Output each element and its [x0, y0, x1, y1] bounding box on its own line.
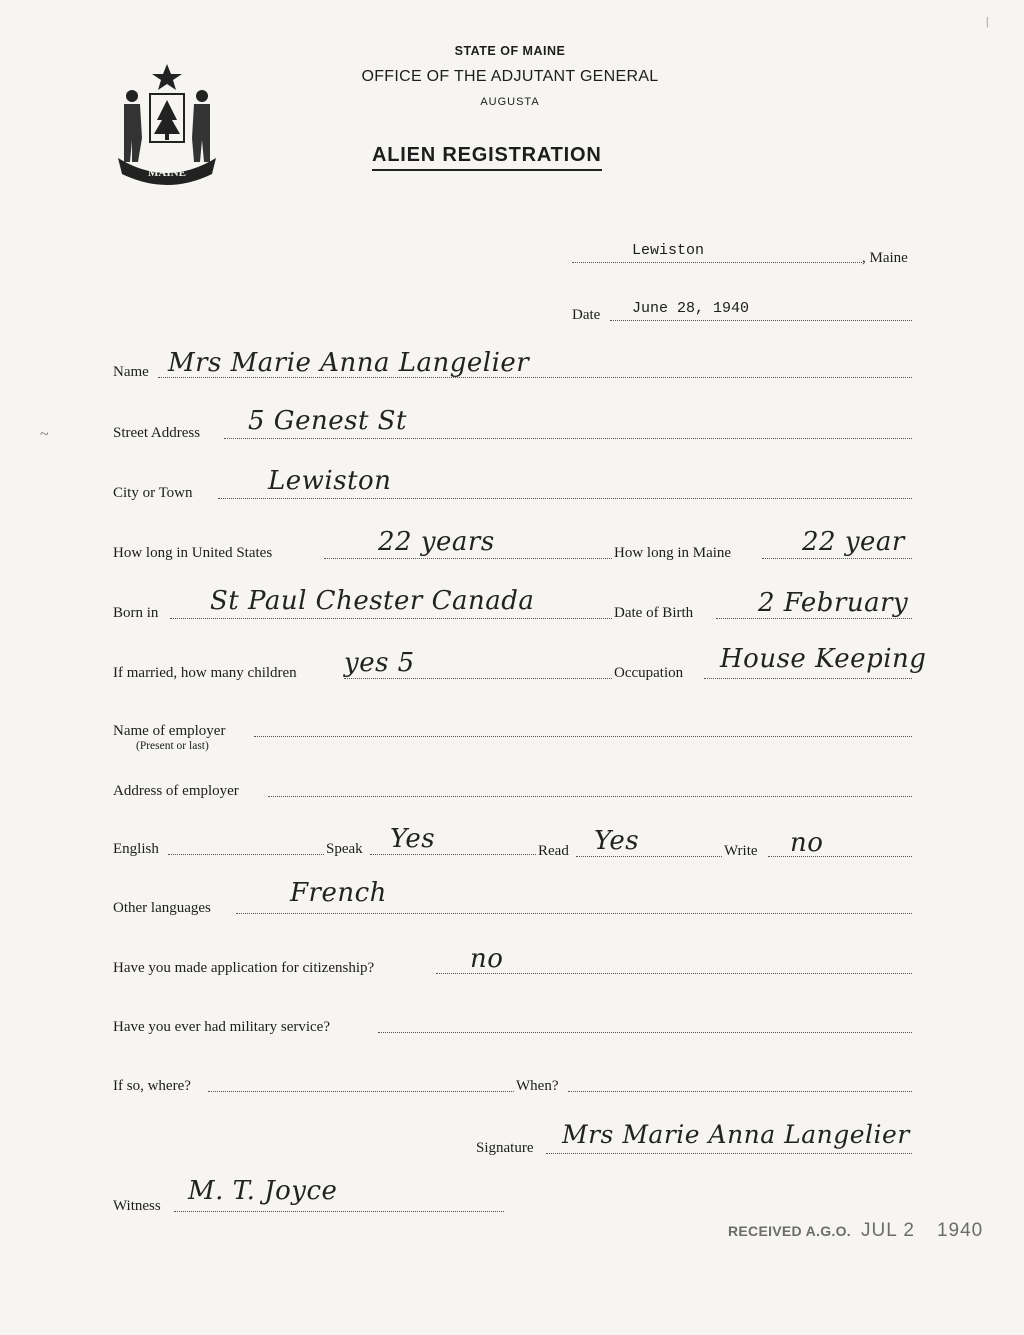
- english-label: English: [113, 841, 159, 857]
- name-label: Name: [113, 364, 149, 380]
- city-heading: AUGUSTA: [480, 96, 540, 108]
- english-line: [168, 854, 324, 855]
- speak-line: [370, 854, 536, 855]
- signature-label: Signature: [476, 1140, 534, 1156]
- scan-speck: |: [986, 14, 989, 28]
- street-label: Street Address: [113, 425, 201, 441]
- received-stamp-date: JUL 2: [861, 1220, 915, 1241]
- received-stamp: [728, 1220, 983, 1242]
- read-label: Read: [538, 843, 569, 859]
- other-languages-value: French: [290, 878, 387, 908]
- signature-value: Mrs Marie Anna Langelier: [562, 1120, 910, 1149]
- how-long-us-value: 22 years: [378, 527, 495, 557]
- where-label: If so, where?: [113, 1078, 191, 1094]
- date-value: June 28, 1940: [632, 300, 750, 317]
- other-languages-line: [236, 913, 912, 914]
- employer-address-line: [268, 796, 912, 797]
- citizenship-value: no: [470, 944, 504, 974]
- name-value: Mrs Marie Anna Langelier: [168, 348, 530, 378]
- date-label: Date: [572, 307, 601, 323]
- citizenship-line: [436, 973, 912, 974]
- street-value: 5 Genest St: [248, 406, 407, 436]
- occupation-label: Occupation: [614, 665, 684, 681]
- scan-speck: ~: [40, 426, 49, 443]
- write-label: Write: [724, 843, 758, 859]
- read-value: Yes: [594, 826, 640, 856]
- date-of-birth-value: 2 February: [758, 588, 909, 618]
- employer-sublabel: (Present or last): [136, 740, 209, 752]
- witness-value: M. T. Joyce: [188, 1176, 338, 1206]
- date-of-birth-line: [716, 618, 912, 619]
- form-title: ALIEN REGISTRATION: [372, 144, 602, 171]
- born-in-label: Born in: [113, 605, 159, 621]
- received-stamp-year: 1940: [936, 1220, 984, 1241]
- when-line: [568, 1091, 912, 1092]
- town-line: [572, 262, 862, 263]
- speak-value: Yes: [390, 824, 436, 854]
- how-long-maine-label: How long in Maine: [614, 545, 732, 561]
- city-line: [218, 498, 912, 499]
- occupation-value: House Keeping: [720, 644, 927, 674]
- received-stamp-text: RECEIVED A.G.O.: [728, 1223, 852, 1239]
- born-in-value: St Paul Chester Canada: [210, 586, 535, 616]
- employer-line: [254, 736, 912, 737]
- when-label: When?: [516, 1078, 559, 1094]
- state-heading: STATE OF MAINE: [454, 44, 566, 58]
- occupation-line: [704, 678, 912, 679]
- other-languages-label: Other languages: [113, 900, 211, 916]
- where-line: [208, 1091, 514, 1092]
- speak-label: Speak: [326, 841, 363, 857]
- children-line: [344, 678, 612, 679]
- witness-line: [174, 1211, 504, 1212]
- town-suffix: , Maine: [862, 250, 908, 266]
- write-value: no: [790, 828, 824, 858]
- date-of-birth-label: Date of Birth: [614, 605, 694, 621]
- how-long-us-label: How long in United States: [113, 545, 273, 561]
- svg-text:MAINE: MAINE: [148, 167, 186, 179]
- employer-address-label: Address of employer: [113, 783, 239, 799]
- children-label: If married, how many children: [113, 665, 297, 681]
- employer-label: Name of employer: [113, 723, 226, 739]
- office-heading: OFFICE OF THE ADJUTANT GENERAL: [361, 68, 659, 85]
- children-value: yes 5: [344, 648, 415, 678]
- city-value: Lewiston: [268, 466, 392, 496]
- how-long-maine-line: [762, 558, 912, 559]
- witness-label: Witness: [113, 1198, 161, 1214]
- town-value: Lewiston: [632, 242, 705, 259]
- citizenship-label: Have you made application for citizenship?: [113, 960, 375, 976]
- read-line: [576, 856, 722, 857]
- city-label: City or Town: [113, 485, 193, 501]
- how-long-maine-value: 22 year: [802, 527, 905, 557]
- how-long-us-line: [324, 558, 612, 559]
- street-line: [224, 438, 912, 439]
- born-in-line: [170, 618, 612, 619]
- date-line: [610, 320, 912, 321]
- military-label: Have you ever had military service?: [113, 1019, 330, 1035]
- state-seal-icon: [112, 58, 222, 186]
- signature-line: [546, 1153, 912, 1154]
- military-line: [378, 1032, 912, 1033]
